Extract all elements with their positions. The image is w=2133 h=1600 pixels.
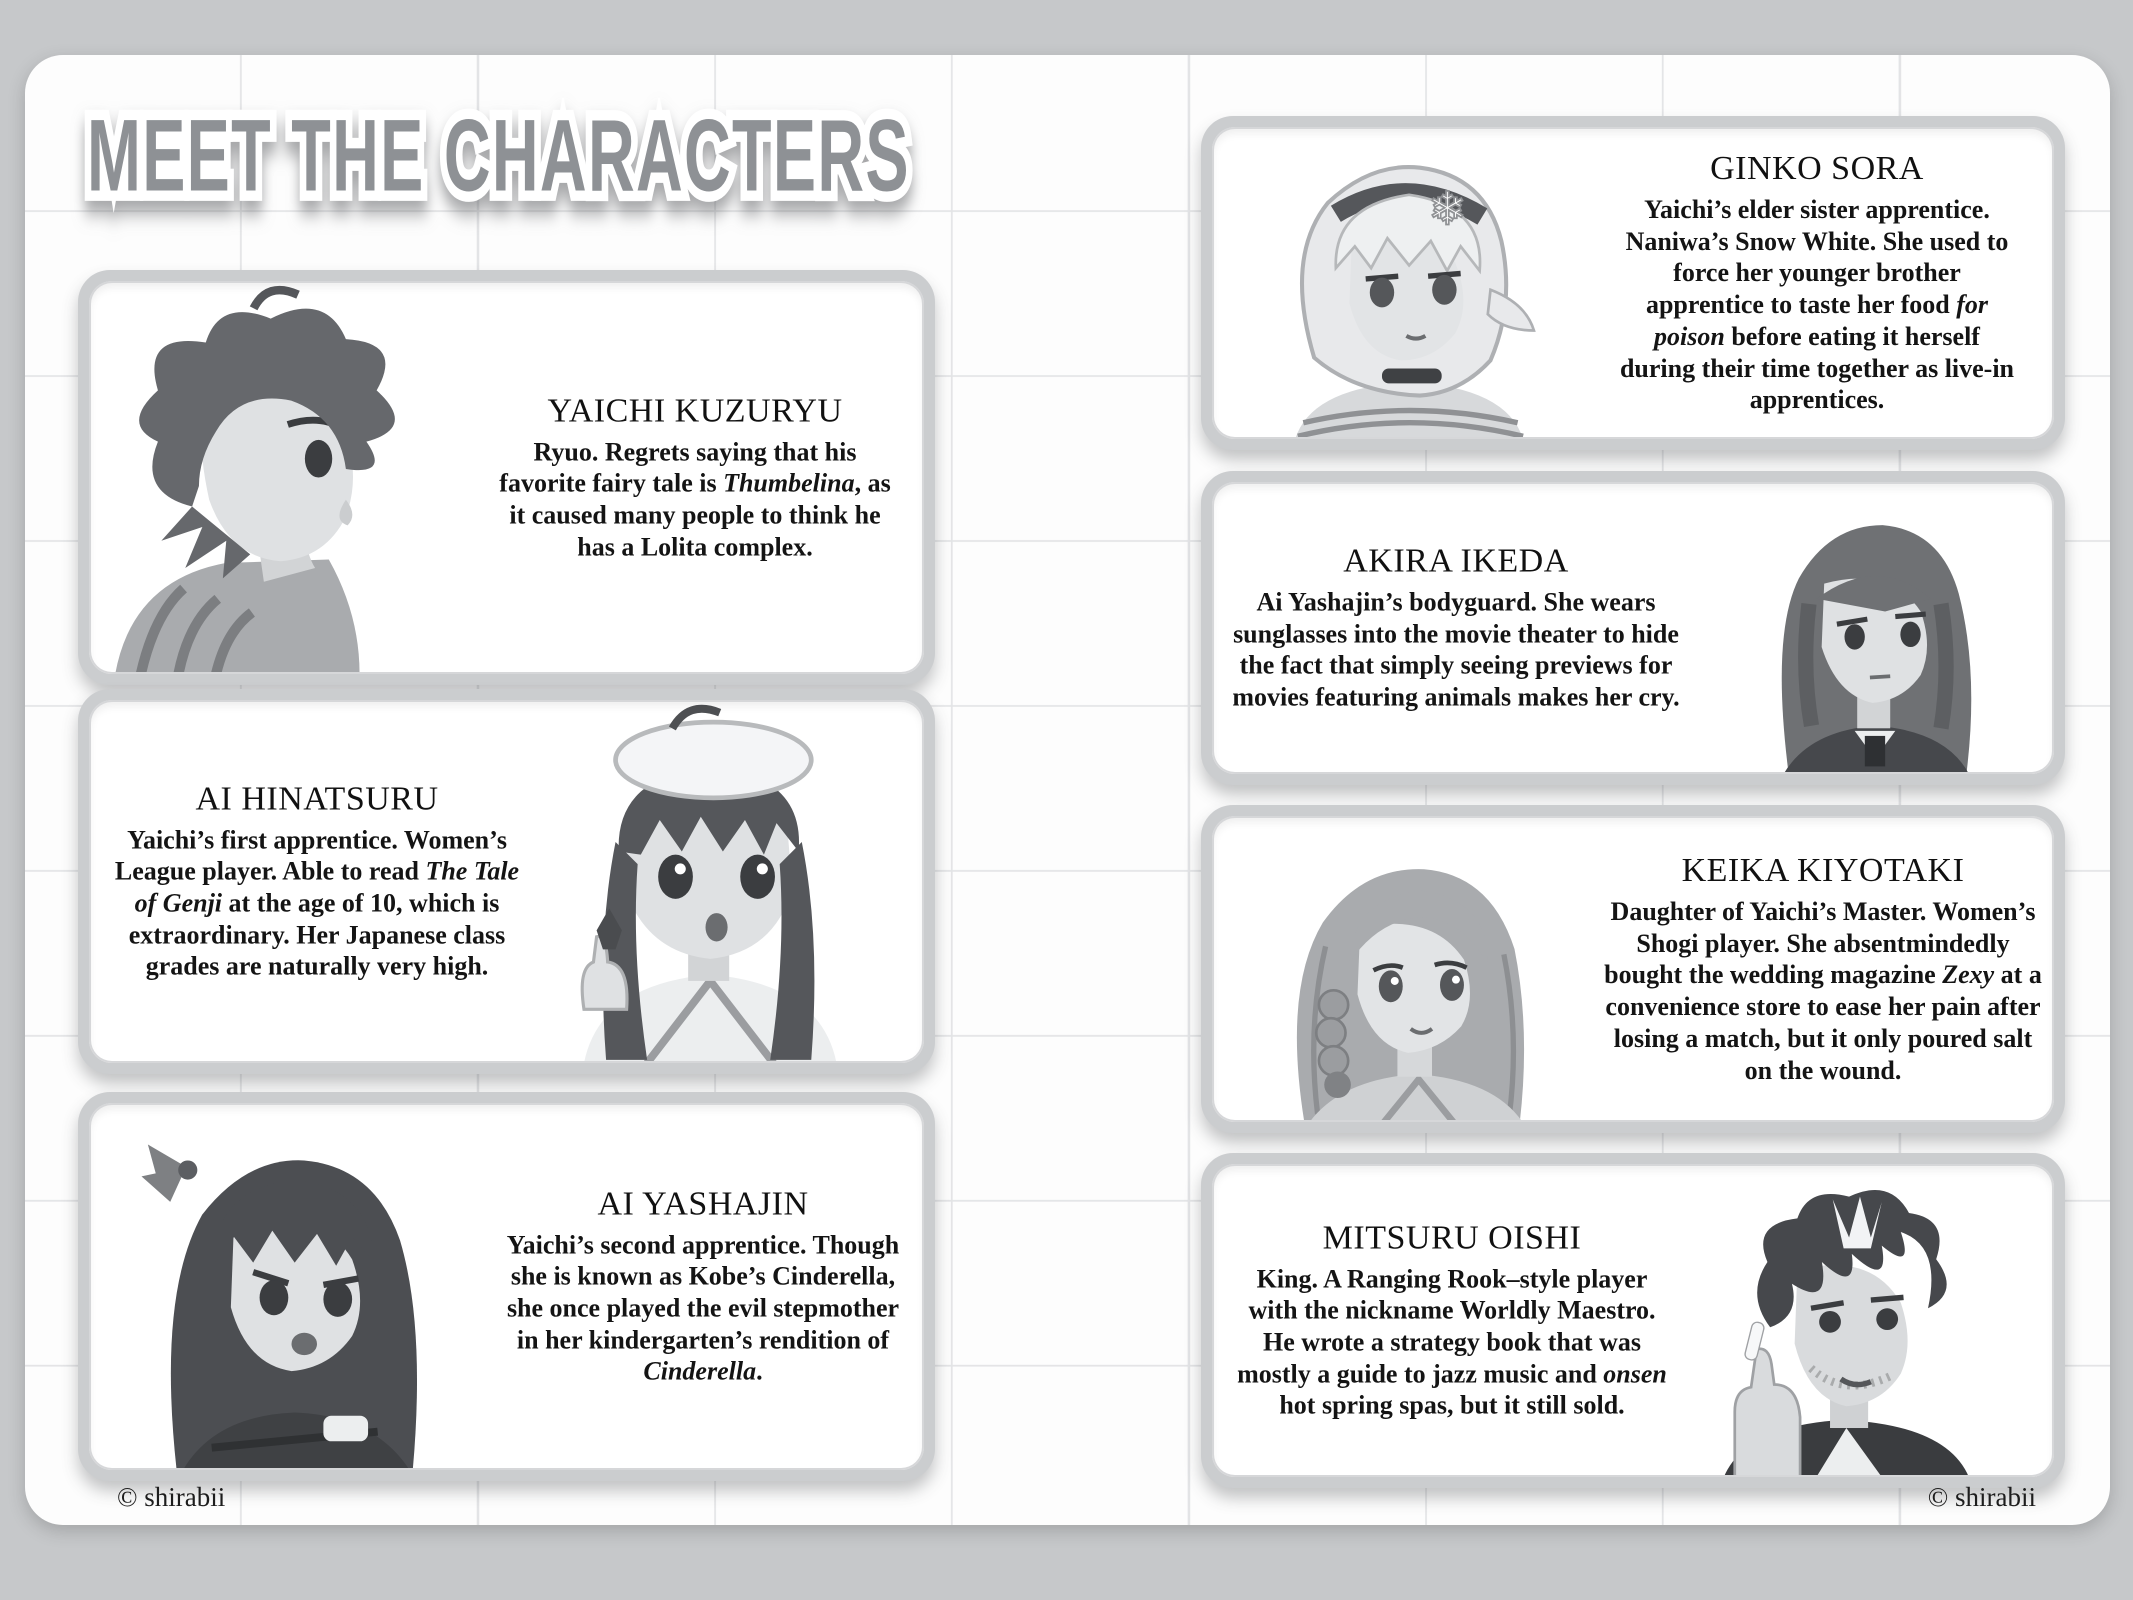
keika-portrait — [1212, 816, 1609, 1122]
character-name: AI YASHAJIN — [597, 1185, 809, 1223]
character-name: MITSURU OISHI — [1322, 1219, 1582, 1257]
page-title: MEET THE CHARACTERS MEET THE CHARACTERS — [87, 97, 910, 215]
hinatsuru-portrait — [496, 700, 925, 1063]
character-card-yaichi — [78, 270, 935, 685]
artist-credit-right: © shirabii — [1927, 1482, 2036, 1512]
akira-portrait — [1691, 482, 2054, 774]
character-card-hinatsuru — [78, 689, 935, 1074]
character-card-keika — [1201, 805, 2065, 1133]
character-card-mitsuru — [1201, 1153, 2065, 1488]
character-name: AKIRA IKEDA — [1343, 542, 1569, 580]
character-info — [1237, 1219, 1667, 1422]
character-description: Ryuo. Regrets saying that his favorite fairy tale is Thumbelina, as it caused many people to think he has a Lolita complex. — [499, 437, 891, 562]
yashajin-portrait — [89, 1103, 500, 1470]
character-info — [1603, 852, 2043, 1086]
yaichi-portrait — [89, 281, 466, 674]
character-info — [495, 392, 895, 563]
character-description: Yaichi’s first apprentice. Women’s League player. Able to read The Tale of Genji at the age of 10, which is extraordinary. Her Japanese class grades are naturally very high. — [114, 825, 520, 982]
ginko-portrait — [1212, 127, 1601, 439]
character-name: YAICHI KUZURYU — [547, 392, 843, 430]
character-info — [112, 780, 522, 983]
character-description: Ai Yashajin’s bodyguard. She wears sunglasses into the movie theater to hide the fact that simply seeing previews for movies featuring animals makes her cry. — [1232, 587, 1680, 712]
artist-credit-left: © shirabii — [117, 1482, 226, 1512]
character-description: Yaichi’s second apprentice. Though she is known as Kobe’s Cinderella, she once played the evil stepmother in her kindergarten’s rendition of Cinderella. — [506, 1230, 900, 1387]
character-info — [1231, 543, 1681, 714]
mitsuru-portrait — [1639, 1164, 2054, 1477]
character-card-ginko — [1201, 116, 2065, 450]
character-card-akira — [1201, 471, 2065, 785]
paper-page — [25, 55, 2110, 1525]
character-description: Daughter of Yaichi’s Master. Women’s Shogi player. She absentmindedly bought the wedding magazine Zexy at a convenience store to ease her pain after losing a match, but it only poured salt on the wound. — [1604, 896, 2042, 1085]
character-info — [1617, 150, 2017, 416]
snowflake-ornament: ❄ — [1428, 183, 1467, 235]
character-name: KEIKA KIYOTAKI — [1681, 851, 1965, 889]
character-description: Yaichi’s elder sister apprentice. Naniwa’s Snow White. She used to force her younger brother apprentice to taste her food for poison before eating it herself during their time together as live-in apprentices. — [1619, 194, 2015, 415]
character-name: GINKO SORA — [1710, 149, 1924, 187]
character-name: AI HINATSURU — [195, 780, 439, 818]
character-description: King. A Ranging Rook–style player with the nickname Worldly Maestro. He wrote a strategy book that was mostly a guide to jazz music and onsen hot spring spas, but it still sold. — [1237, 1264, 1667, 1421]
character-card-yashajin — [78, 1092, 935, 1481]
character-info — [503, 1185, 903, 1388]
